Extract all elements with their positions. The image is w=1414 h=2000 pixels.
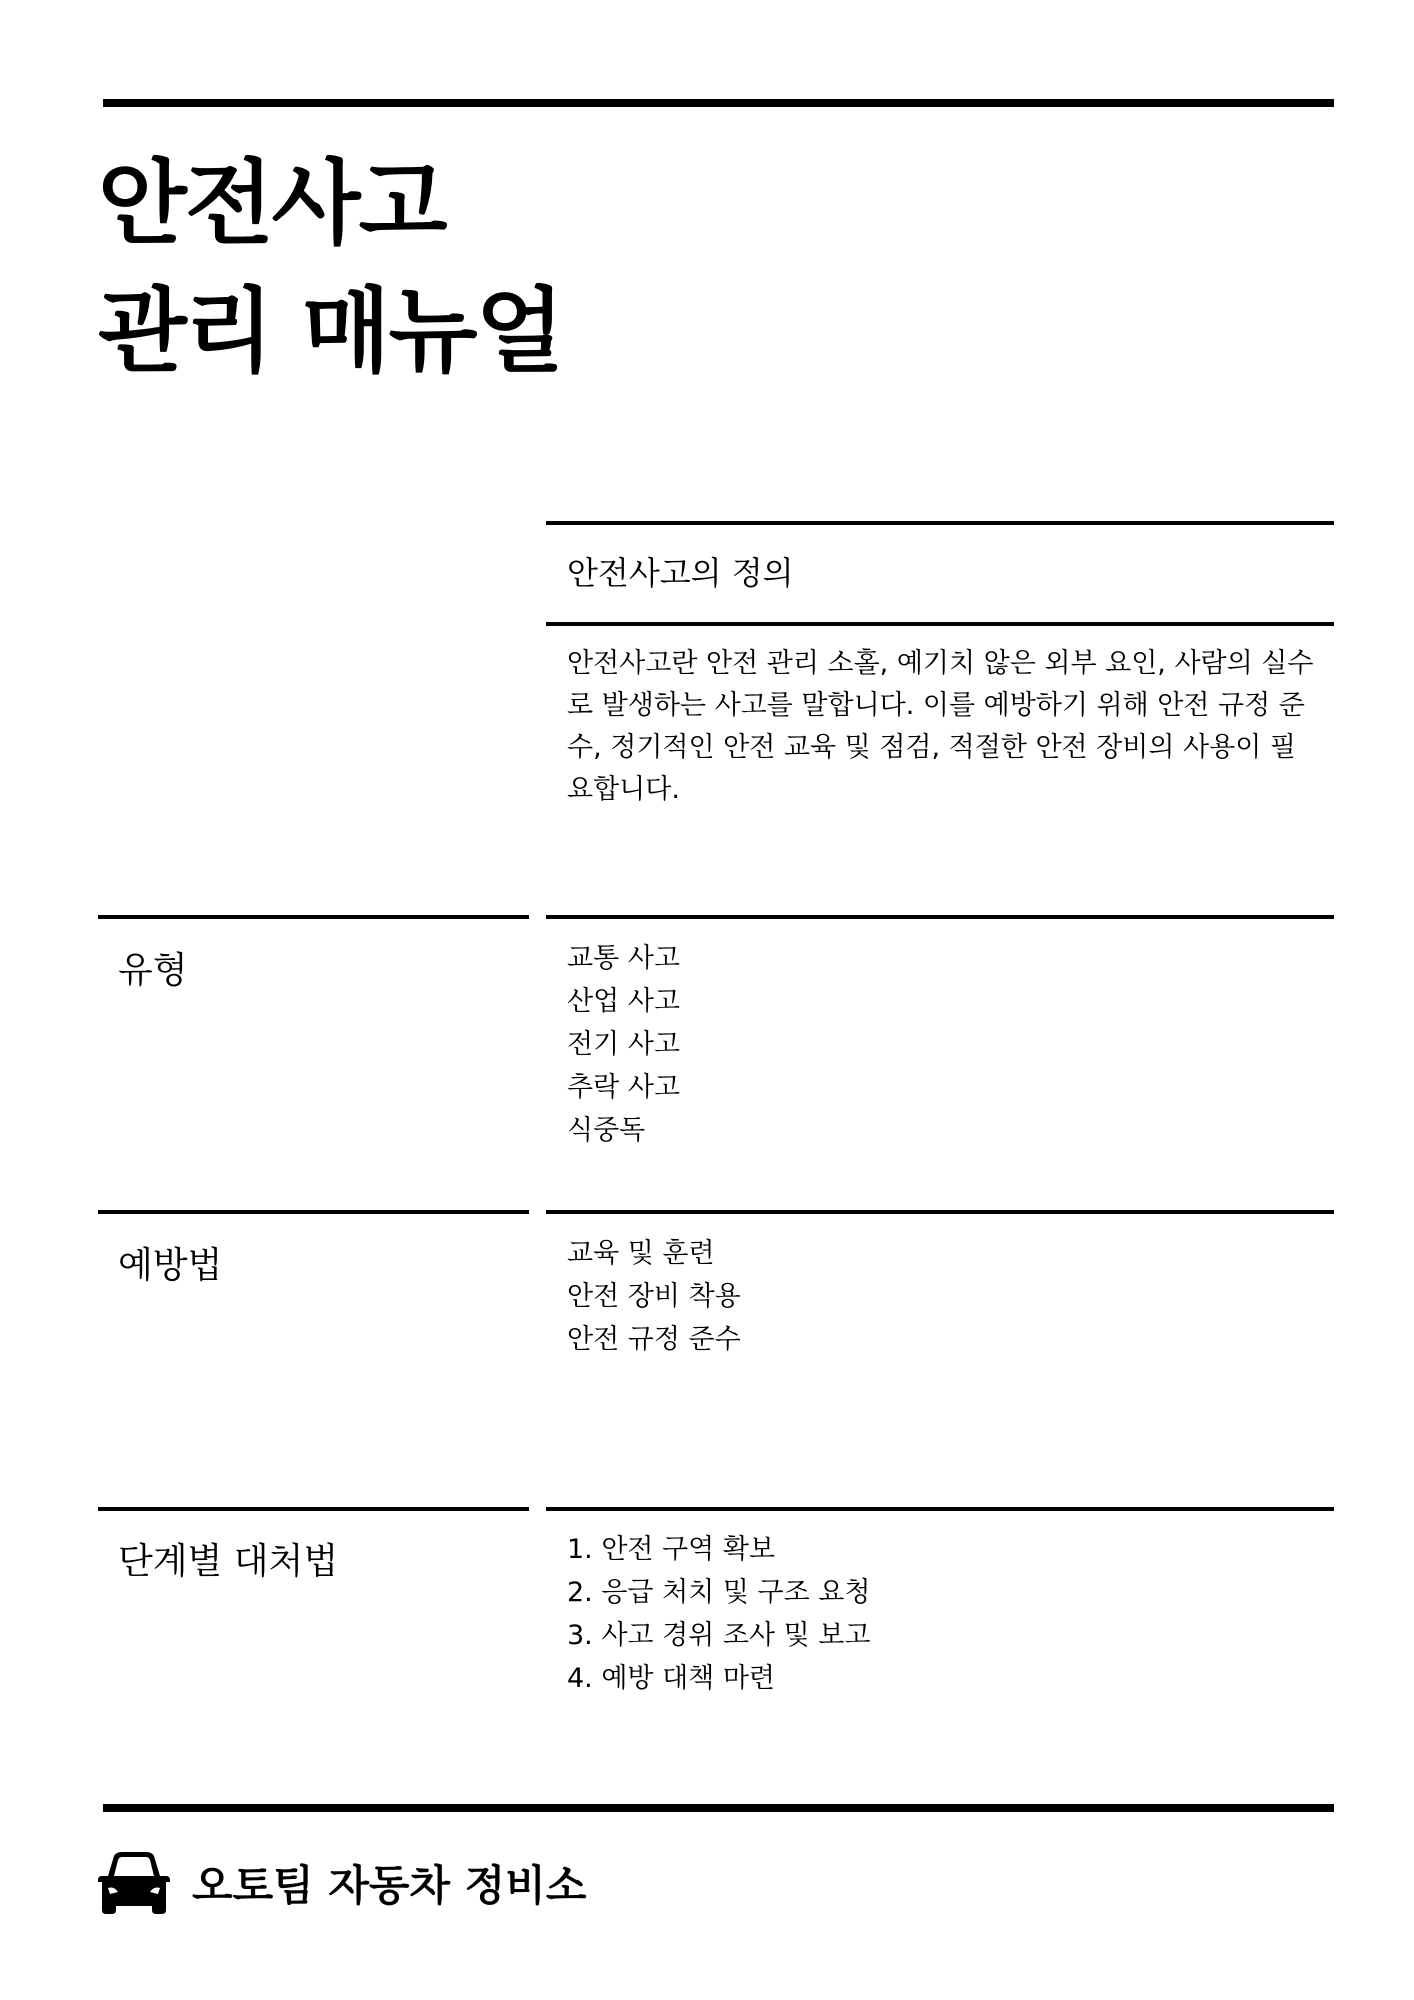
list-item: 안전 장비 착용	[567, 1281, 741, 1312]
list-item: 4. 예방 대책 마련	[567, 1663, 776, 1694]
section-rule-left	[98, 915, 529, 919]
top-rule	[103, 99, 1334, 107]
list-item: 산업 사고	[567, 986, 680, 1017]
bottom-rule	[103, 1804, 1334, 1812]
section-label-response: 단계별 대처법	[118, 1541, 339, 1582]
list-item: 교육 및 훈련	[567, 1238, 715, 1269]
list-item: 3. 사고 경위 조사 및 보고	[567, 1620, 871, 1651]
response-steps-list	[567, 1528, 870, 1700]
section-rule-right	[546, 1507, 1334, 1511]
section-label-prevention: 예방법	[118, 1245, 223, 1286]
list-item: 교통 사고	[567, 943, 680, 974]
section-rule-right	[546, 915, 1334, 919]
title-line-1: 안전사고	[98, 150, 446, 257]
types-list	[567, 937, 680, 1152]
definition-heading: 안전사고의 정의	[567, 554, 794, 592]
title-line-2: 관리 매뉴얼	[98, 278, 563, 385]
list-item: 추락 사고	[567, 1072, 680, 1103]
section-rule-left	[98, 1210, 529, 1214]
footer	[98, 1852, 586, 1914]
definition-bottom-rule	[546, 622, 1334, 626]
prevention-list	[567, 1232, 741, 1361]
list-item: 2. 응급 처치 및 구조 요청	[567, 1577, 871, 1608]
company-name: 오토팀 자동차 정비소	[192, 1861, 587, 1910]
list-item: 전기 사고	[567, 1029, 680, 1060]
definition-top-rule	[546, 521, 1334, 525]
definition-body: 안전사고란 안전 관리 소홀, 예기치 않은 외부 요인, 사람의 실수로 발생하는 사고를 말합니다. 이를 예방하기 위해 안전 규정 준수, 정기적인 안전 교육 및 점검, 적절한 안전 장비의 사용이 필요합니다.	[567, 648, 1314, 805]
section-label-types: 유형	[118, 950, 188, 991]
car-icon	[98, 1852, 170, 1914]
page-title	[98, 140, 562, 396]
list-item: 1. 안전 구역 확보	[567, 1534, 776, 1565]
list-item: 안전 규정 준수	[567, 1324, 741, 1355]
section-rule-right	[546, 1210, 1334, 1214]
section-rule-left	[98, 1507, 529, 1511]
list-item: 식중독	[567, 1115, 646, 1146]
